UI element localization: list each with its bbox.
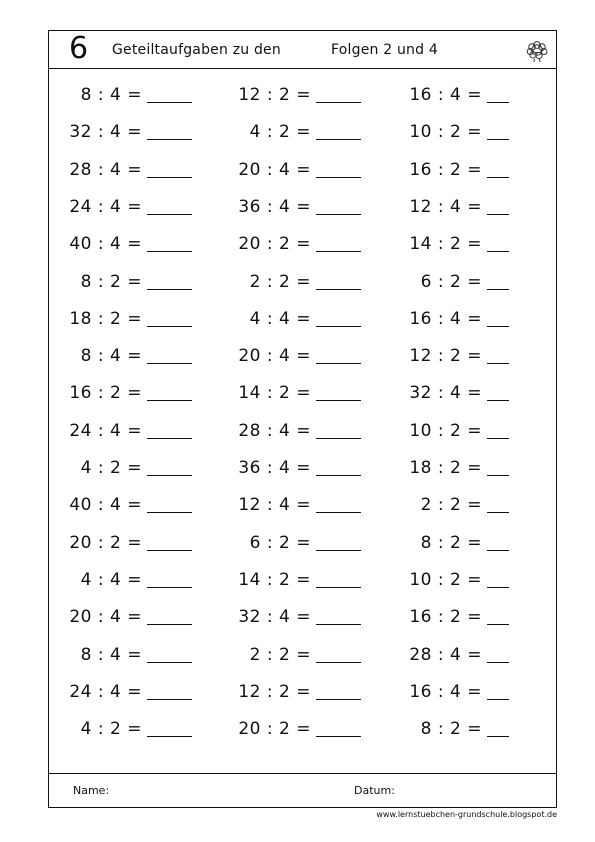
task-text: 8 : 4 = <box>80 346 142 367</box>
task-expression <box>49 450 482 486</box>
task-text: 4 : 2 = <box>80 458 142 478</box>
task-text: 18 : 2 = <box>69 308 142 329</box>
task-text: 8 : 2 = <box>420 719 482 740</box>
task-text: 2 : 2 = <box>249 644 311 665</box>
task-text: 14 : 2 = <box>409 234 482 255</box>
task-text: 10 : 2 = <box>409 420 482 441</box>
task-text: 6 : 2 = <box>249 532 311 553</box>
task-text: 16 : 2 = <box>409 607 482 628</box>
answer-line[interactable] <box>487 289 509 290</box>
task-expression <box>49 487 482 523</box>
task-text: 12 : 2 = <box>238 85 311 105</box>
task-text: 28 : 4 = <box>409 644 482 665</box>
task-text: 36 : 4 = <box>238 196 311 217</box>
task-expression <box>49 525 482 561</box>
task-text: 14 : 2 = <box>238 569 311 590</box>
task-expression <box>49 152 482 188</box>
task-text: 24 : 4 = <box>69 196 142 217</box>
task-text: 16 : 4 = <box>409 308 482 329</box>
task-text: 20 : 4 = <box>69 607 142 628</box>
task-text: 6 : 2 = <box>420 271 482 292</box>
worksheet-title-left: Geteiltaufgaben zu den <box>112 42 281 58</box>
task-expression <box>49 375 482 411</box>
sheet-number: 6 <box>69 31 89 66</box>
answer-line[interactable] <box>487 363 509 364</box>
task-text: 12 : 2 = <box>238 681 311 702</box>
task-text: 16 : 4 = <box>409 85 482 105</box>
answer-line[interactable] <box>487 400 509 401</box>
task-expression <box>49 301 482 337</box>
answer-line[interactable] <box>487 550 509 551</box>
answer-line[interactable] <box>487 475 509 476</box>
task-text: 8 : 4 = <box>80 644 142 665</box>
task-text: 12 : 4 = <box>409 196 482 217</box>
answer-line[interactable] <box>487 214 509 215</box>
task-text: 20 : 4 = <box>238 159 311 180</box>
task-text: 8 : 2 = <box>80 271 142 292</box>
task-expression <box>49 338 482 374</box>
task-text: 32 : 4 = <box>238 607 311 628</box>
worksheet-header <box>49 31 556 69</box>
task-text: 24 : 4 = <box>69 681 142 702</box>
worksheet-sheet <box>48 30 557 808</box>
task-text: 28 : 4 = <box>69 159 142 180</box>
task-text: 10 : 2 = <box>409 122 482 143</box>
task-text: 20 : 4 = <box>238 346 311 367</box>
task-text: 4 : 2 = <box>80 719 142 740</box>
task-text: 8 : 2 = <box>420 532 482 553</box>
task-text: 36 : 4 = <box>238 458 311 478</box>
task-expression <box>49 413 482 449</box>
task-text: 20 : 2 = <box>238 234 311 255</box>
date-label: Datum: <box>354 784 395 797</box>
answer-line[interactable] <box>487 736 509 737</box>
answer-line[interactable] <box>487 326 509 327</box>
name-label: Name: <box>73 784 110 797</box>
task-text: 16 : 2 = <box>409 159 482 180</box>
task-text: 10 : 2 = <box>409 569 482 590</box>
task-expression <box>49 674 482 710</box>
answer-line[interactable] <box>487 662 509 663</box>
task-text: 16 : 2 = <box>69 383 142 404</box>
task-text: 14 : 2 = <box>238 383 311 404</box>
task-expression <box>49 189 482 225</box>
answer-line[interactable] <box>487 102 509 103</box>
task-text: 4 : 4 = <box>249 308 311 329</box>
task-text: 28 : 4 = <box>238 420 311 441</box>
answer-line[interactable] <box>487 251 509 252</box>
task-text: 8 : 4 = <box>80 85 142 105</box>
task-expression <box>49 599 482 635</box>
answer-line[interactable] <box>487 624 509 625</box>
task-text: 20 : 2 = <box>238 719 311 740</box>
task-text: 4 : 4 = <box>80 569 142 590</box>
task-text: 12 : 2 = <box>409 346 482 367</box>
answer-line[interactable] <box>487 139 509 140</box>
sheep-logo-icon <box>523 36 551 64</box>
task-expression <box>49 114 482 150</box>
task-text: 2 : 2 = <box>249 271 311 292</box>
task-expression <box>49 562 482 598</box>
task-text: 32 : 4 = <box>409 383 482 404</box>
task-text: 16 : 4 = <box>409 681 482 702</box>
task-expression <box>49 77 482 113</box>
task-text: 12 : 4 = <box>238 495 311 516</box>
answer-line[interactable] <box>487 438 509 439</box>
task-text: 4 : 2 = <box>249 122 311 143</box>
task-expression <box>49 264 482 300</box>
task-expression <box>49 637 482 673</box>
answer-line[interactable] <box>487 177 509 178</box>
worksheet-footer <box>49 773 556 807</box>
answer-line[interactable] <box>487 587 509 588</box>
task-text: 18 : 2 = <box>409 458 482 478</box>
answer-line[interactable] <box>487 512 509 513</box>
task-expression <box>49 226 482 262</box>
task-text: 32 : 4 = <box>69 122 142 143</box>
task-text: 20 : 2 = <box>69 532 142 553</box>
task-text: 24 : 4 = <box>69 420 142 441</box>
task-text: 40 : 4 = <box>69 234 142 255</box>
answer-line[interactable] <box>487 699 509 700</box>
website-url: www.lernstuebchen-grundschule.blogspot.de <box>376 810 557 819</box>
worksheet-title-right: Folgen 2 und 4 <box>331 42 438 58</box>
task-text: 40 : 4 = <box>69 495 142 516</box>
task-expression <box>49 711 482 747</box>
division-task-grid <box>49 69 556 773</box>
task-text: 2 : 2 = <box>420 495 482 516</box>
